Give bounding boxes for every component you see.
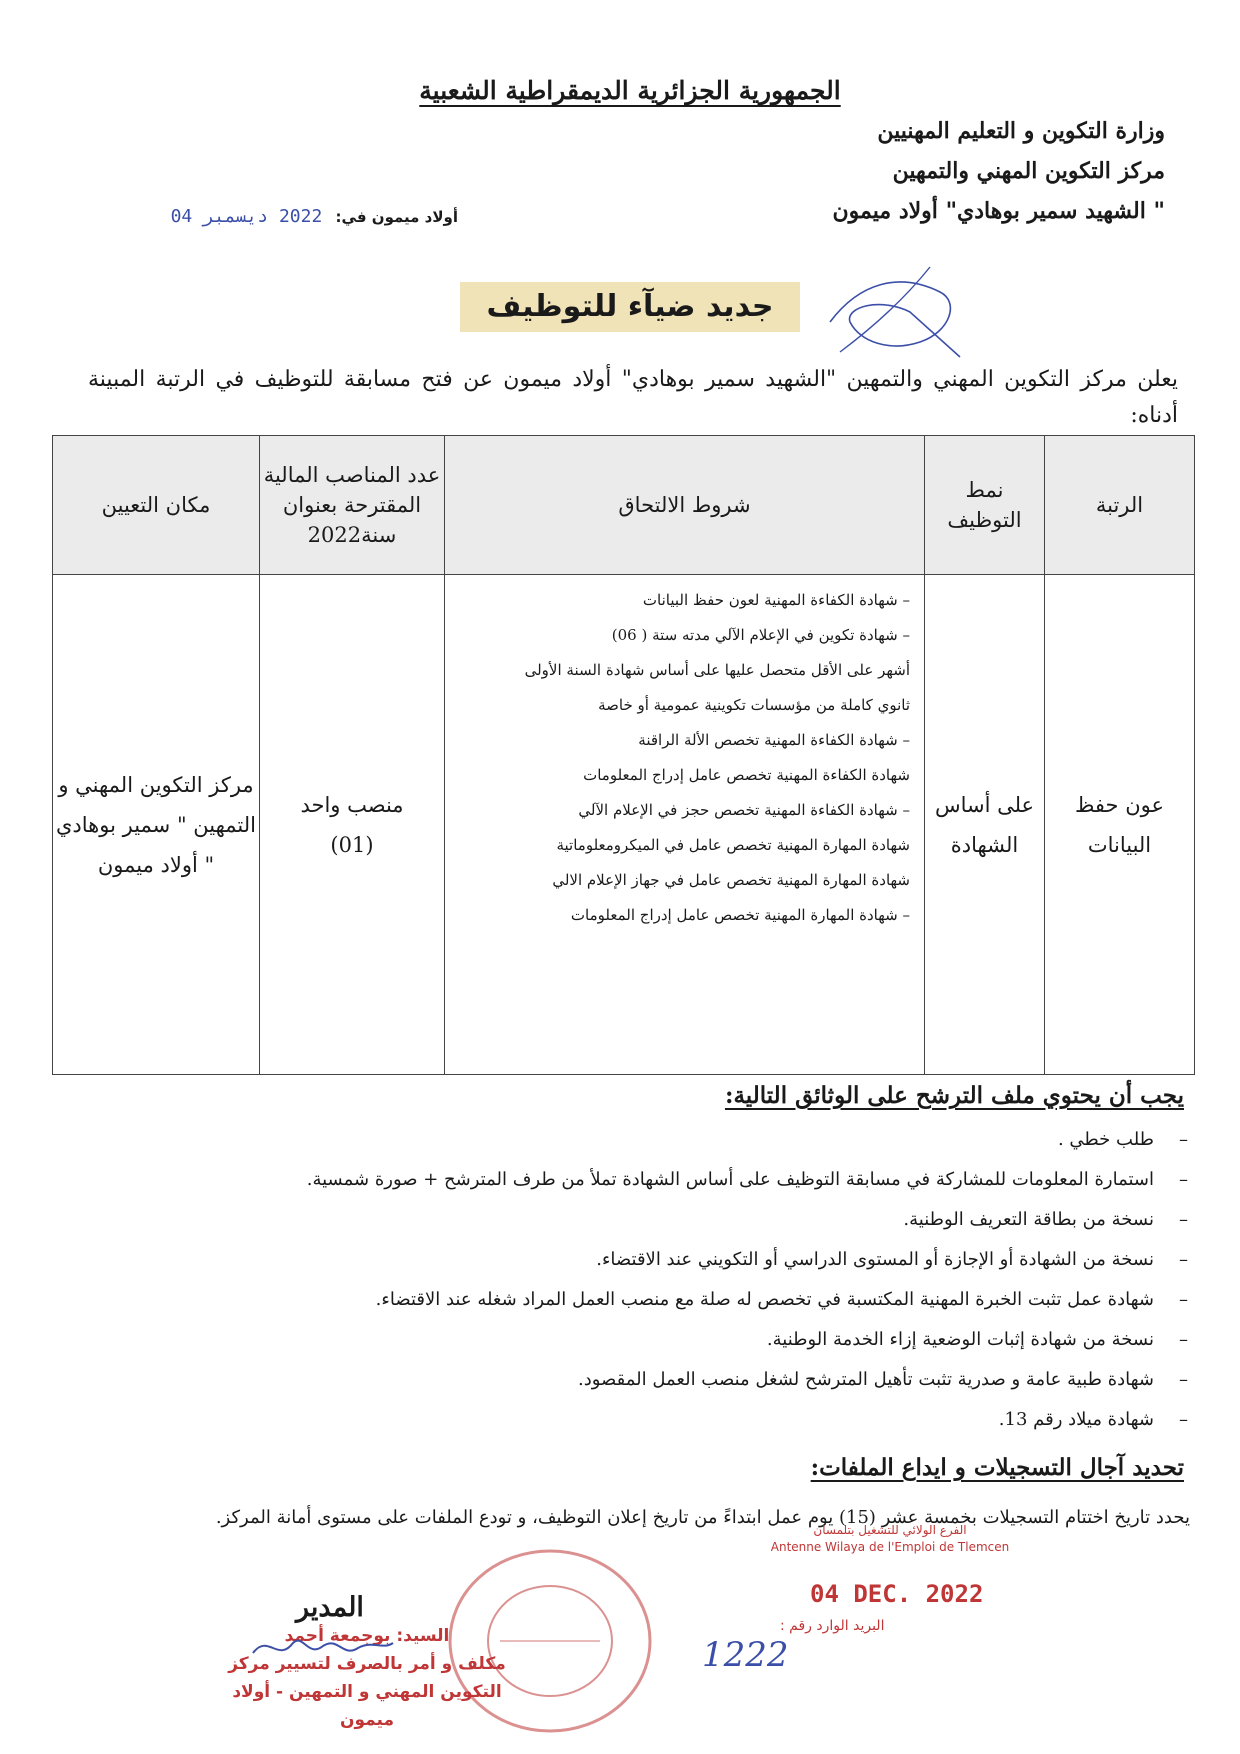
mail-number: 1222 — [702, 1635, 789, 1675]
center-martyr-name: " الشهيد سمير بوهادي" أولاد ميمون — [832, 198, 1165, 224]
director-signature-icon — [248, 1628, 398, 1668]
header-rank: الرتبة — [1045, 436, 1195, 575]
list-item: –استمارة المعلومات للمشاركة في مسابقة التوظيف على أساس الشهادة تملأ من طرف المترشح + صورة شمسية. — [306, 1169, 1188, 1190]
deadline-title: تحديد آجال التسجيلات و ايداع الملفات: — [810, 1454, 1184, 1481]
documents-title: يجب أن يحتوي ملف الترشح على الوثائق التالية: — [724, 1082, 1184, 1109]
header-place: مكان التعيين — [53, 436, 260, 575]
header-mode: نمط التوظيف — [925, 436, 1045, 575]
document-text: شهادة طبية عامة و صدرية تثبت تأهيل المترشح لشغل منصب العمل المقصود. — [578, 1369, 1154, 1390]
document-text: شهادة عمل تثبت الخبرة المهنية المكتسبة في تخصص له صلة مع منصب العمل المراد شغله عند الاقتضاء. — [375, 1289, 1154, 1310]
date-label: أولاد ميمون في: — [335, 208, 458, 226]
agency-name-ar: الفرع الولائي للتشغيل بتلمسان — [813, 1523, 967, 1537]
positions-text: منصب واحد — [300, 792, 404, 817]
deadline-paragraph: يحدد تاريخ اختتام التسجيلات بخمسة عشر (15) يوم عمل ابتداءً من تاريخ إعلان التوظيف، و تودع الملفات على مستوى أمانة المركز. — [215, 1507, 1190, 1528]
document-text: نسخة من بطاقة التعريف الوطنية. — [903, 1209, 1154, 1230]
received-date: 04 DEC. 2022 — [810, 1580, 984, 1608]
document-text: استمارة المعلومات للمشاركة في مسابقة التوظيف على أساس الشهادة تملأ من طرف المترشح + صورة شمسية. — [306, 1169, 1154, 1190]
list-item: –نسخة من شهادة إثبات الوضعية إزاء الخدمة الوطنية. — [766, 1329, 1188, 1350]
agency-name-fr: Antenne Wilaya de l'Emploi de Tlemcen — [770, 1540, 1010, 1554]
positions-table — [52, 435, 1195, 1075]
list-item: –شهادة عمل تثبت الخبرة المهنية المكتسبة في تخصص له صلة مع منصب العمل المراد شغله عند الاقتضاء. — [375, 1289, 1188, 1310]
cell-rank: عون حفظ البيانات — [1045, 575, 1195, 1075]
cell-mode: على أساس الشهادة — [925, 575, 1045, 1075]
condition-item: – شهادة تكوين في الإعلام الآلي مدته ستة ( 06) — [611, 626, 910, 644]
header-positions: عدد المناصب المالية المقترحة بعنوان سنة2022 — [260, 436, 445, 575]
table-header-row — [53, 436, 1195, 575]
date-value: 2022 ديسمبر 04 — [170, 206, 323, 227]
condition-item: ثانوي كاملة من مؤسسات تكوينية عمومية أو خاصة — [598, 696, 910, 714]
cell-positions — [260, 575, 445, 1075]
list-item: –شهادة ميلاد رقم 13. — [998, 1409, 1188, 1430]
republic-title: الجمهورية الجزائرية الديمقراطية الشعبية — [419, 76, 841, 105]
document-text: نسخة من شهادة إثبات الوضعية إزاء الخدمة الوطنية. — [766, 1329, 1154, 1350]
cell-place: مركز التكوين المهني و التمهين " سمير بوهادي " أولاد ميمون — [53, 575, 260, 1075]
list-item: –شهادة طبية عامة و صدرية تثبت تأهيل المترشح لشغل منصب العمل المقصود. — [578, 1369, 1188, 1390]
condition-item: شهادة المهارة المهنية تخصص عامل في جهاز الإعلام الالي — [552, 871, 910, 889]
ministry-name: وزارة التكوين و التعليم المهنيين — [877, 118, 1165, 144]
document-text: طلب خطي . — [1057, 1129, 1154, 1150]
date-line — [170, 206, 458, 227]
list-item: –طلب خطي . — [1057, 1129, 1188, 1150]
conditions-list — [455, 583, 910, 933]
document-text: نسخة من الشهادة أو الإجازة أو المستوى الدراسي أو التكويني عند الاقتضاء. — [596, 1249, 1154, 1270]
list-item: –نسخة من بطاقة التعريف الوطنية. — [903, 1209, 1188, 1230]
header-conditions: شروط الالتحاق — [445, 436, 925, 575]
condition-item: أشهر على الأقل متحصل عليها على أساس شهادة السنة الأولى — [524, 661, 910, 679]
mail-label: البريد الوارد رقم : — [780, 1618, 885, 1634]
intro-paragraph: يعلن مركز التكوين المهني والتمهين "الشهيد سمير بوهادي" أولاد ميمون عن فتح مسابقة للتوظيف في الرتبة المبينة أدناه: — [88, 367, 1178, 428]
condition-item: شهادة الكفاءة المهنية تخصص عامل إدراج المعلومات — [583, 766, 910, 784]
director-stamp-line: مكلف و أمر بالصرف لتسيير مركز — [228, 1654, 506, 1674]
director-stamp-line: السيد: بوجمعة أحمد — [284, 1626, 450, 1646]
condition-item: شهادة المهارة المهنية تخصص عامل في الميكرومعلوماتية — [556, 836, 910, 854]
director-title: المدير — [296, 1592, 364, 1623]
promo-tag: جديد ضيآء للتوظيف — [460, 282, 800, 332]
cell-conditions — [445, 575, 925, 1075]
condition-item: – شهادة الكفاءة المهنية تخصص الألة الراقنة — [638, 731, 910, 749]
blue-scribble-mark — [820, 262, 970, 372]
table-row — [53, 575, 1195, 1075]
positions-count: (01) — [330, 832, 374, 857]
condition-item: – شهادة الكفاءة المهنية لعون حفظ البيانات — [642, 591, 910, 609]
agency-stamp — [760, 1522, 1020, 1556]
center-name: مركز التكوين المهني والتمهين — [892, 158, 1165, 184]
document-text: شهادة ميلاد رقم 13. — [998, 1409, 1154, 1430]
list-item: –نسخة من الشهادة أو الإجازة أو المستوى الدراسي أو التكويني عند الاقتضاء. — [596, 1249, 1188, 1270]
documents-list — [108, 1124, 1188, 1444]
condition-item: – شهادة المهارة المهنية تخصص عامل إدراج المعلومات — [570, 906, 910, 924]
condition-item: – شهادة الكفاءة المهنية تخصص حجز في الإعلام الآلي — [578, 801, 910, 819]
director-stamp-line: التكوين المهني و التمهين - أولاد ميمون — [232, 1682, 502, 1730]
